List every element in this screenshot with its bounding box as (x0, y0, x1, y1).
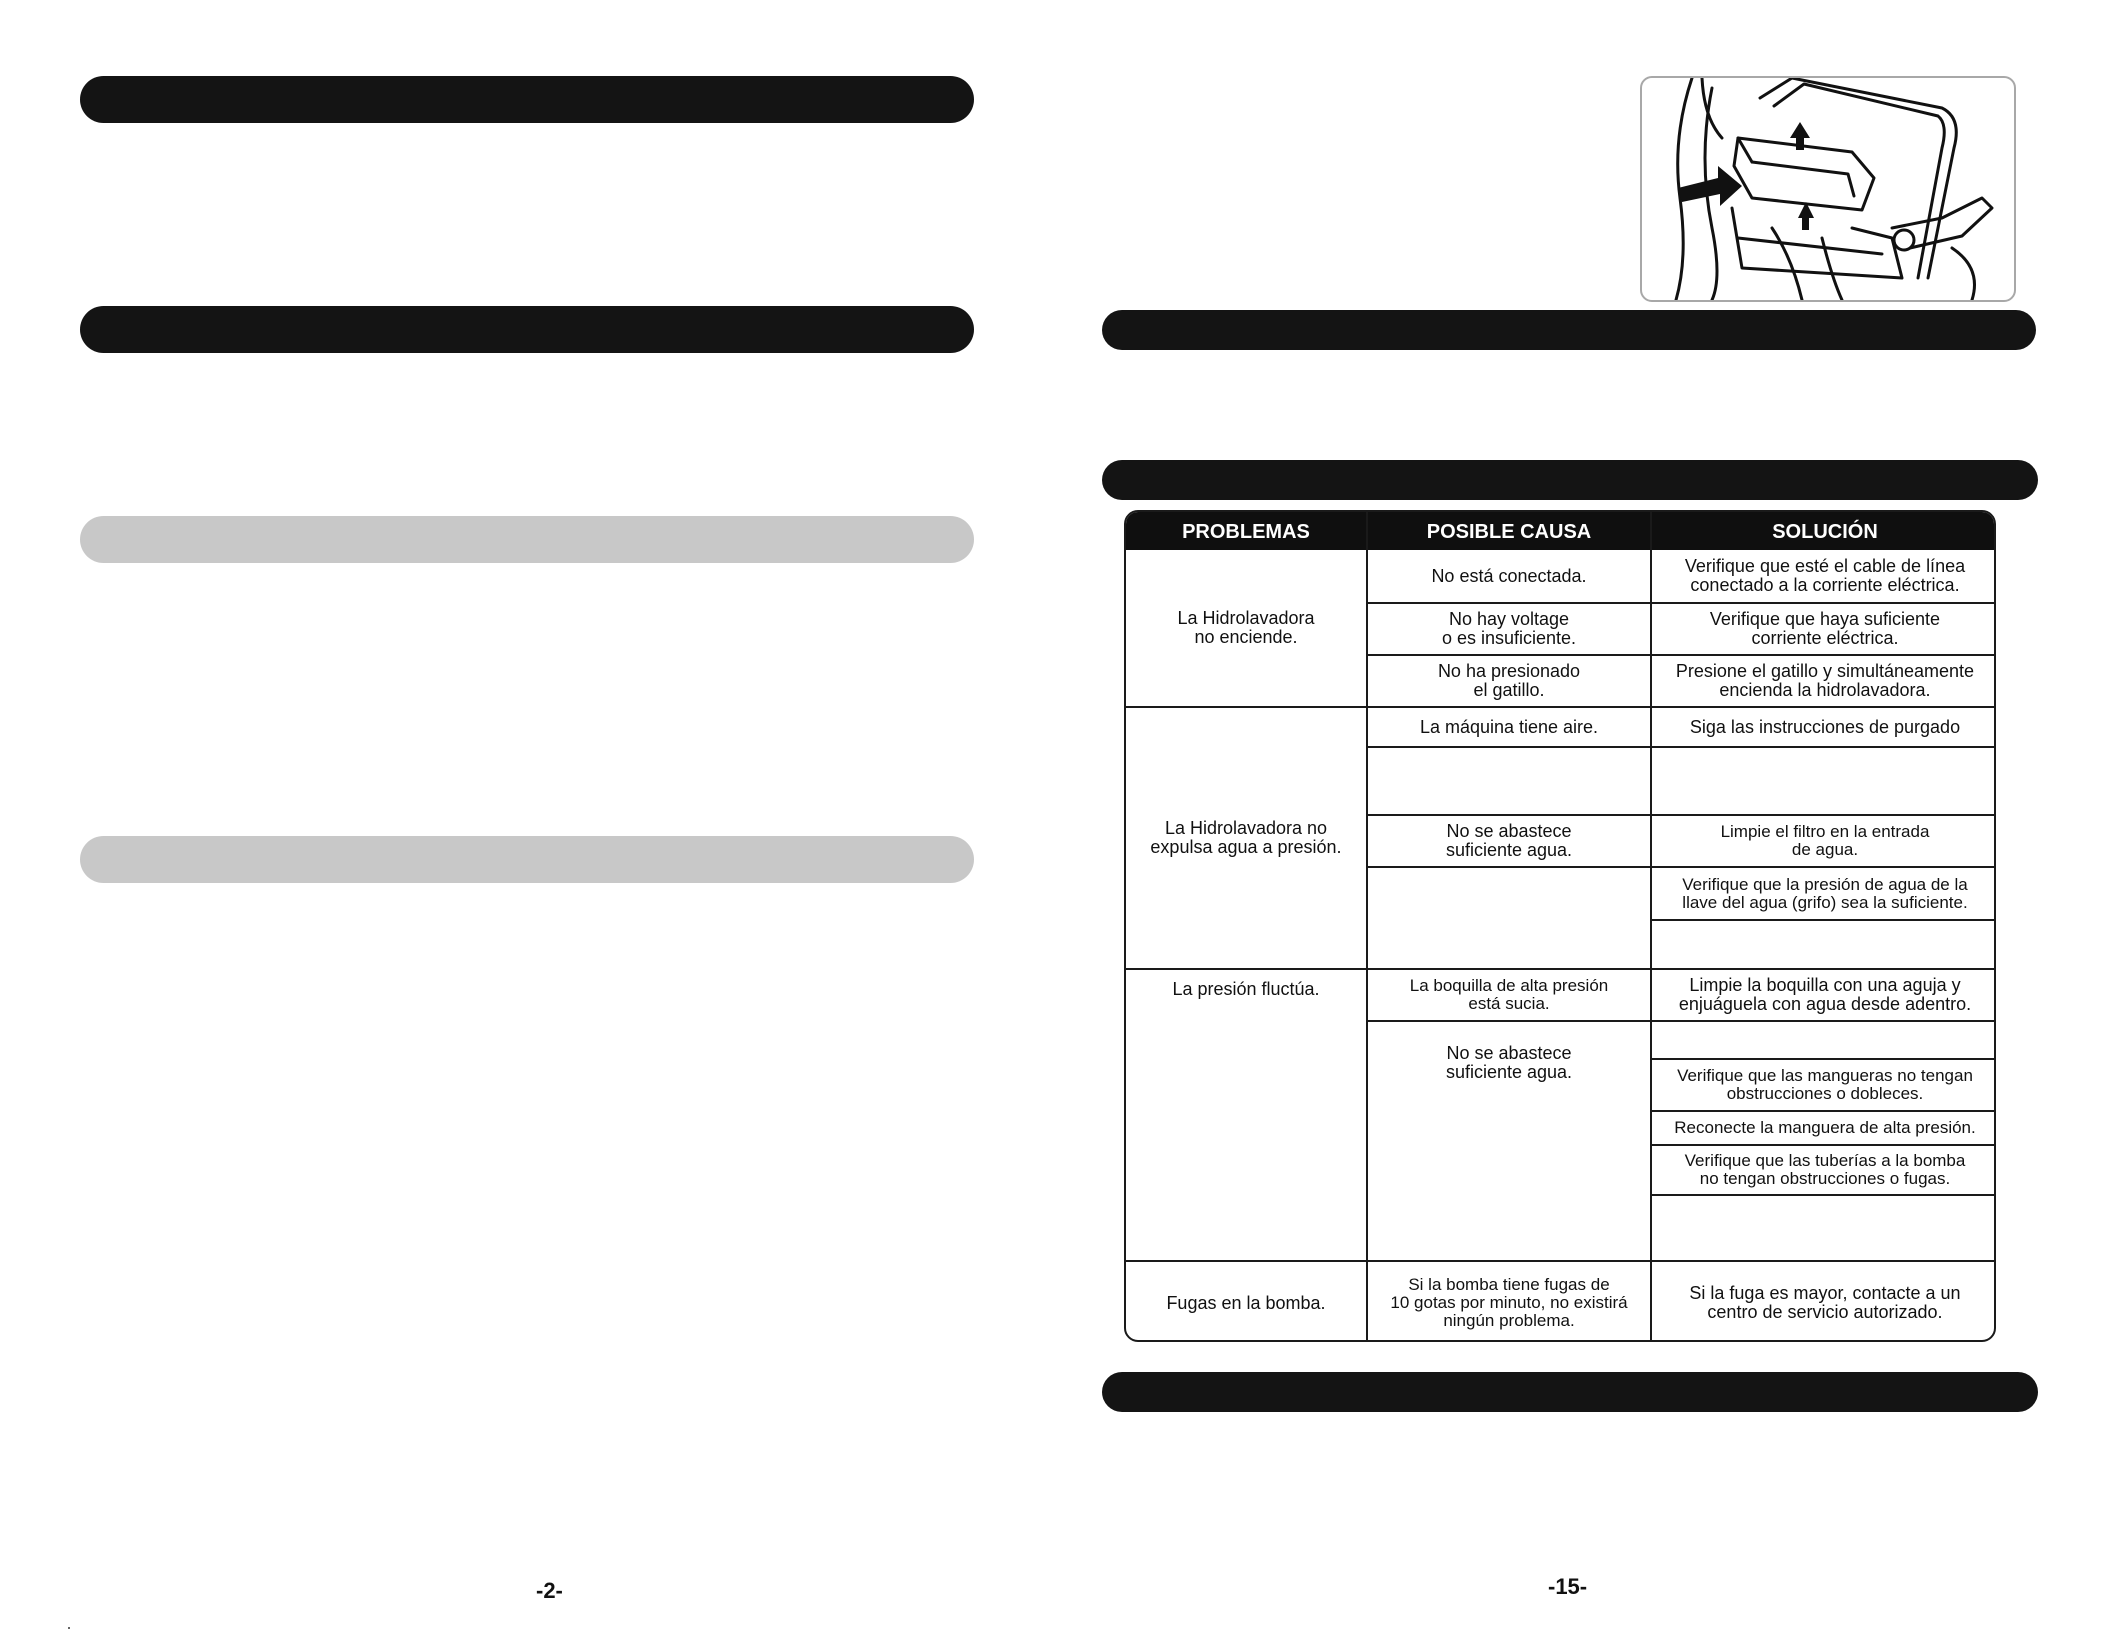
left-page-number: -2- (536, 1578, 563, 1603)
row-separator (1366, 1020, 1996, 1022)
solution-cell: Verifique que la presión de agua de la llave del agua (grifo) sea la suficiente. (1682, 874, 1968, 912)
solution-cell: Limpie la boquilla con una aguja y enjuáguela con agua desde adentro. (1678, 975, 1972, 1014)
cause-cell: No se abastece suficiente agua. (1445, 1043, 1573, 1082)
left-section-header-bar-2 (80, 306, 974, 353)
cause-cell: La máquina tiene aire. (1419, 716, 1599, 737)
right-page-number: -15- (1548, 1574, 1588, 1599)
cause-cell: No hay voltage o es insuficiente. (1441, 609, 1577, 648)
solution-cell: Siga las instrucciones de purgado (1689, 716, 1961, 737)
right-section-header-bar-1 (1102, 310, 2036, 350)
right-section-header-bar-2 (1102, 460, 2038, 500)
header-solucion: SOLUCIÓN (1772, 521, 1878, 543)
problem-cell: Fugas en la bomba. (1166, 1292, 1326, 1313)
left-section-header-bar-1 (80, 76, 974, 123)
cause-cell: La boquilla de alta presión está sucia. (1409, 976, 1609, 1013)
right-section-header-bar-3 (1102, 1372, 2038, 1412)
solution-cell: Verifique que haya suficiente corriente eléctrica. (1709, 609, 1941, 648)
scan-speck (68, 1627, 70, 1629)
row-separator (1650, 1194, 1996, 1196)
solution-cell: Verifique que las tuberías a la bomba no tengan obstrucciones o fugas. (1684, 1151, 1966, 1188)
left-subsection-bar-2 (80, 836, 974, 883)
problem-cell: La Hidrolavadora no expulsa agua a presión. (1150, 818, 1342, 857)
filter-basket-illustration (1640, 76, 2016, 302)
cause-cell: No está conectada. (1431, 565, 1587, 586)
row-separator (1366, 746, 1996, 748)
cause-cell: Si la bomba tiene fugas de 10 gotas por minuto, no existirá ningún problema. (1390, 1275, 1628, 1330)
solution-cell: Verifique que las mangueras no tengan obstrucciones o dobleces. (1677, 1066, 1973, 1103)
cause-cell: No se abastece suficiente agua. (1445, 821, 1573, 860)
cause-cell: No ha presionado el gatillo. (1437, 661, 1581, 700)
problem-cell: La presión fluctúa. (1172, 979, 1320, 999)
solution-cell: Verifique que esté el cable de línea conectado a la corriente eléctrica. (1684, 556, 1966, 595)
solution-cell: Reconecte la manguera de alta presión. (1674, 1118, 1976, 1137)
row-separator (1650, 919, 1996, 921)
solution-cell: Limpie el filtro en la entrada de agua. (1720, 822, 1930, 859)
header-problemas: PROBLEMAS (1182, 521, 1310, 543)
solution-cell: Presione el gatillo y simultáneamente encienda la hidrolavadora. (1675, 661, 1975, 700)
troubleshooting-table (1124, 510, 1996, 1342)
left-subsection-bar-1 (80, 516, 974, 563)
problem-cell: La Hidrolavadora no enciende. (1177, 608, 1315, 647)
header-posible-causa: POSIBLE CAUSA (1426, 521, 1592, 543)
solution-cell: Si la fuga es mayor, contacte a un centro de servicio autorizado. (1689, 1283, 1961, 1322)
